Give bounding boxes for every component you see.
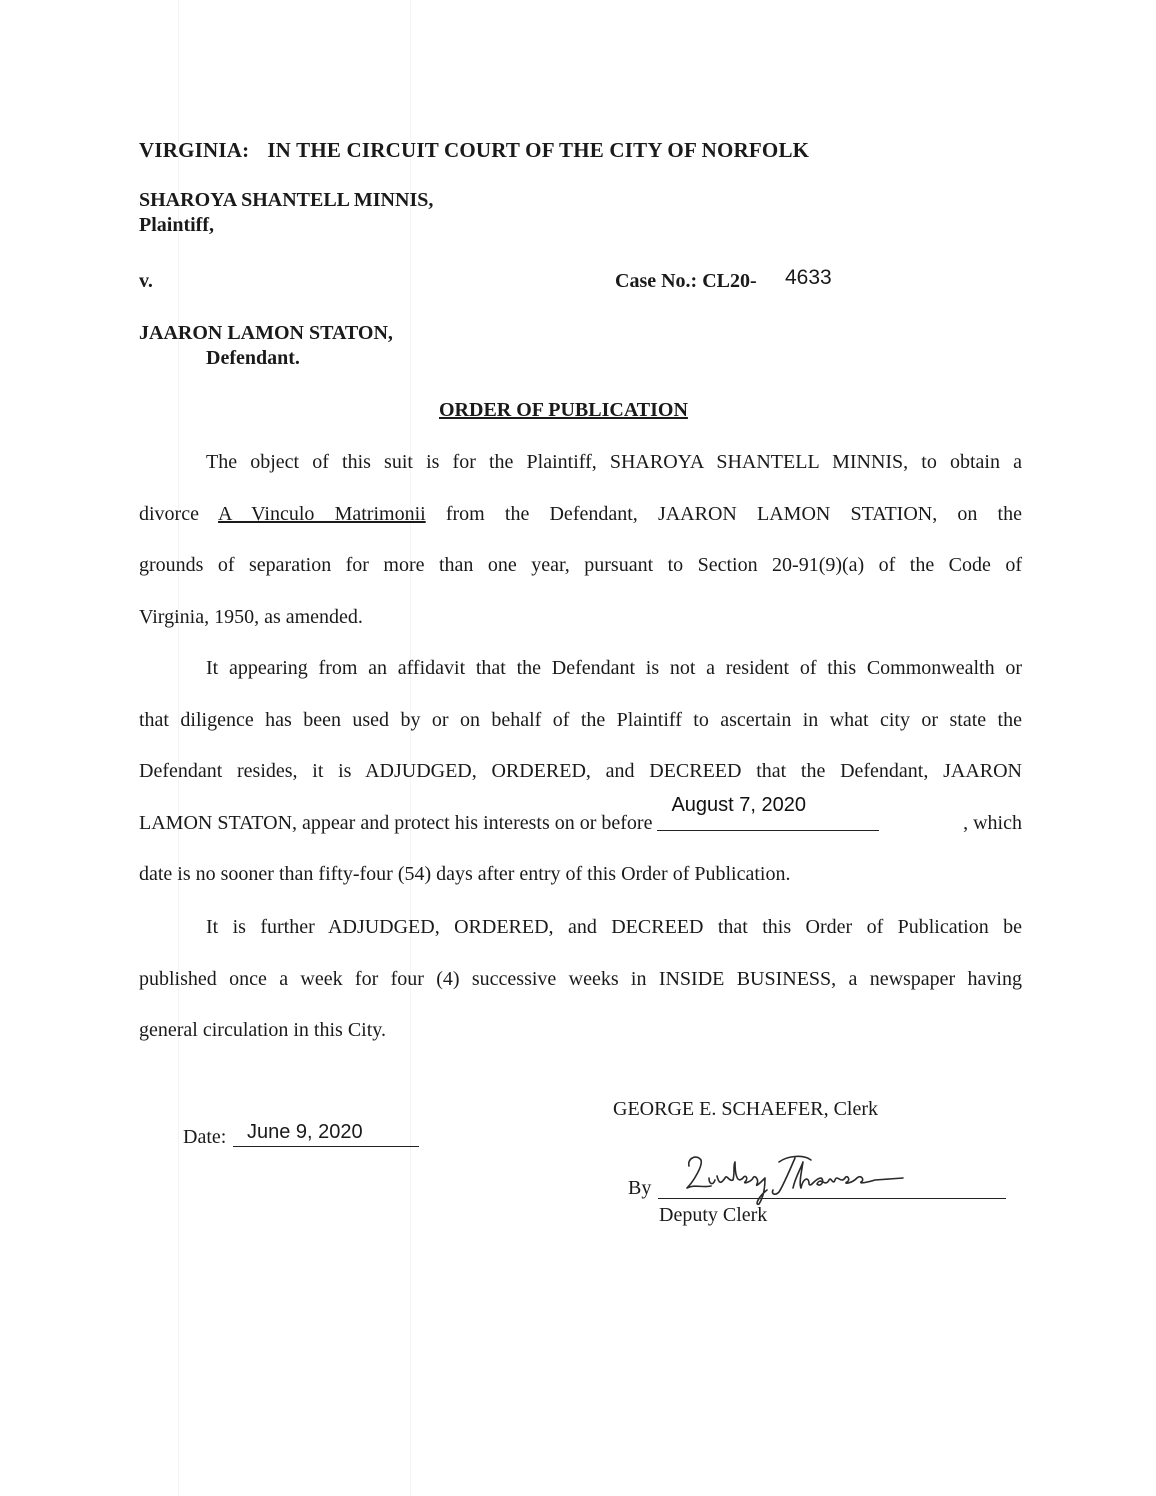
text-line: that diligence has been used by or on behalf of the Plaintiff to ascertain in what city or state the (139, 708, 1022, 731)
latin-term: A Vinculo Matrimonii (218, 502, 426, 525)
state-label: VIRGINIA: (139, 138, 250, 162)
text-line: LAMON STATON, appear and protect his interests on or before August 7, 2020 , which (139, 798, 1022, 850)
signature-image (675, 1148, 915, 1208)
by-label: By (628, 1177, 652, 1199)
case-number-label: Case No.: CL20- (615, 270, 757, 292)
paragraph-adjudged (139, 643, 1022, 901)
case-number-value: 4633 (785, 266, 832, 289)
text-line: date is no sooner than fifty-four (54) days after entry of this Order of Publication. (139, 863, 791, 885)
order-title: ORDER OF PUBLICATION (439, 399, 688, 421)
date-label: Date: (183, 1126, 227, 1148)
court-name: IN THE CIRCUIT COURT OF THE CITY OF NORFOLK (267, 138, 810, 162)
plaintiff-name: SHAROYA SHANTELL MINNIS, (139, 189, 434, 211)
text-line: Virginia, 1950, as amended. (139, 605, 363, 628)
appearance-date-field (657, 794, 879, 831)
clerk-title: GEORGE E. SCHAEFER, Clerk (613, 1098, 878, 1120)
paragraph-object (139, 437, 1022, 643)
date-value: June 9, 2020 (247, 1121, 363, 1143)
paragraph-publication (139, 902, 1022, 1057)
versus-label: v. (139, 270, 153, 292)
deputy-clerk-label: Deputy Clerk (659, 1204, 768, 1226)
defendant-name: JAARON LAMON STATON, (139, 322, 393, 344)
appearance-date-value: August 7, 2020 (671, 794, 807, 816)
text-line: published once a week for four (4) successive weeks in INSIDE BUSINESS, a newspaper having (139, 967, 1022, 990)
court-heading (139, 138, 809, 163)
text-line: It is further ADJUDGED, ORDERED, and DECREED that this Order of Publication be (206, 916, 1022, 938)
text-line: divorce A Vinculo Matrimonii from the Defendant, JAARON LAMON STATION, on the (139, 502, 1022, 525)
text-line: general circulation in this City. (139, 1019, 386, 1041)
text-line: It appearing from an affidavit that the Defendant is not a resident of this Commonwealth or (206, 657, 1022, 679)
plaintiff-role: Plaintiff, (139, 214, 214, 236)
date-field-line (233, 1145, 419, 1147)
text-line: The object of this suit is for the Plaintiff, SHAROYA SHANTELL MINNIS, to obtain a (206, 451, 1022, 473)
text-line: Defendant resides, it is ADJUDGED, ORDERED, and DECREED that the Defendant, JAARON (139, 760, 1022, 782)
defendant-role: Defendant. (206, 347, 300, 369)
text-line: grounds of separation for more than one year, pursuant to Section 20-91(9)(a) of the Code of (139, 554, 1022, 576)
